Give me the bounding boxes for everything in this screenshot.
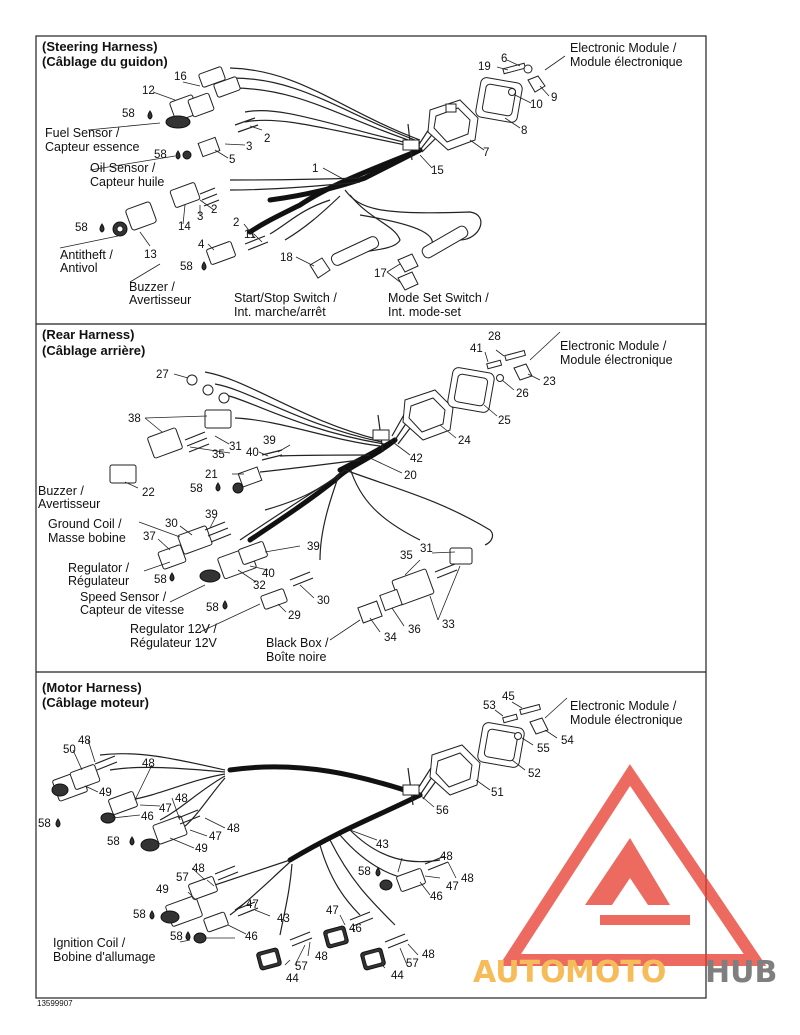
oil-sensor-label: Oil Sensor / — [90, 161, 156, 175]
masse-bobine-label: Masse bobine — [48, 531, 126, 545]
part-number-2: 2 — [233, 217, 240, 229]
part-number-42: 42 — [410, 453, 423, 465]
part-number-56: 56 — [436, 805, 449, 817]
part-number-54: 54 — [561, 735, 574, 747]
motor-title-en: (Motor Harness) — [42, 680, 142, 695]
part-number-40: 40 — [262, 568, 275, 580]
part-number-58: 58 — [154, 574, 167, 586]
part-number-58: 58 — [190, 483, 203, 495]
part-number-3: 3 — [197, 211, 204, 223]
module-electronique-label: Module électronique — [570, 55, 683, 69]
steering-title-fr: (Câblage du guidon) — [42, 54, 168, 69]
part-number-47: 47 — [446, 881, 459, 893]
part-number-14: 14 — [178, 221, 191, 233]
part-number-39: 39 — [205, 509, 218, 521]
part-number-49: 49 — [99, 787, 112, 799]
part-number-28: 28 — [488, 331, 501, 343]
buzzer-label: Buzzer / — [38, 484, 84, 498]
part-number-48: 48 — [175, 793, 188, 805]
rear-labels — [38, 339, 673, 664]
part-number-39: 39 — [307, 541, 320, 553]
part-number-30: 30 — [317, 595, 330, 607]
grease-drop-icon — [100, 224, 104, 232]
part-number-48: 48 — [440, 851, 453, 863]
part-number-20: 20 — [404, 470, 417, 482]
part-number-48: 48 — [192, 863, 205, 875]
rear-title-en: (Rear Harness) — [42, 327, 135, 342]
grease-drop-icon — [176, 151, 180, 159]
part-number-48: 48 — [422, 949, 435, 961]
part-number-9: 9 — [551, 92, 558, 104]
watermark-text-hub: HUB — [705, 955, 778, 990]
watermark-text-auto: AUTO — [473, 955, 566, 990]
part-number-58: 58 — [358, 866, 371, 878]
part-number-21: 21 — [205, 469, 218, 481]
part-number-46: 46 — [245, 931, 258, 943]
part-number-8: 8 — [521, 125, 528, 137]
part-number-57: 57 — [406, 958, 419, 970]
speed-sensor-label: Speed Sensor / — [80, 590, 167, 604]
module-electronique-label: Module électronique — [570, 713, 683, 727]
part-number-19: 19 — [478, 61, 491, 73]
part-number-43: 43 — [376, 839, 389, 851]
regulator-12v-label: Regulator 12V / — [130, 622, 217, 636]
electronic-module-label: Electronic Module / — [570, 699, 677, 713]
part-number-40: 40 — [246, 447, 259, 459]
regulator-label: Regulator / — [68, 561, 130, 575]
rear-title-fr: (Câblage arrière) — [42, 343, 146, 358]
regulateur-label: Régulateur — [68, 574, 130, 588]
part-number-47: 47 — [326, 905, 339, 917]
part-number-36: 36 — [408, 624, 421, 636]
grease-drop-icon — [56, 819, 60, 827]
part-number-5: 5 — [229, 154, 236, 166]
part-number-57: 57 — [295, 961, 308, 973]
part-number-46: 46 — [141, 811, 154, 823]
motor-title-fr: (Câblage moteur) — [42, 695, 149, 710]
part-number-10: 10 — [530, 99, 543, 111]
part-number-45: 45 — [502, 691, 515, 703]
ignition-coil-label: Ignition Coil / — [53, 936, 126, 950]
part-number-58: 58 — [206, 602, 219, 614]
bobine-allumage-label: Bobine d'allumage — [53, 950, 156, 964]
part-number-48: 48 — [142, 758, 155, 770]
grease-drop-icon — [148, 111, 152, 119]
part-number-58: 58 — [75, 222, 88, 234]
electronic-module-label: Electronic Module / — [560, 339, 667, 353]
part-number-13: 13 — [144, 249, 157, 261]
part-number-2: 2 — [211, 204, 218, 216]
part-number-1: 1 — [312, 163, 319, 175]
capteur-huile-label: Capteur huile — [90, 175, 165, 189]
grease-drop-icon — [202, 262, 206, 270]
part-number-15: 15 — [431, 165, 444, 177]
part-number-43: 43 — [277, 913, 290, 925]
part-number-47: 47 — [209, 831, 222, 843]
part-number-38: 38 — [128, 413, 141, 425]
part-number-24: 24 — [458, 435, 471, 447]
part-number-7: 7 — [483, 147, 490, 159]
part-number-41: 41 — [470, 343, 483, 355]
avertisseur-label: Avertisseur — [129, 293, 192, 307]
steering-title-en: (Steering Harness) — [42, 39, 158, 54]
boite-noire-label: Boîte noire — [266, 650, 327, 664]
part-number-32: 32 — [253, 580, 266, 592]
part-number-35: 35 — [400, 550, 413, 562]
part-number-31: 31 — [229, 441, 242, 453]
part-number-58: 58 — [107, 836, 120, 848]
part-number-4: 4 — [198, 239, 205, 251]
electronic-module-label: Electronic Module / — [570, 41, 677, 55]
part-number-6: 6 — [501, 53, 508, 65]
part-number-55: 55 — [537, 743, 550, 755]
grease-drop-icon — [216, 483, 220, 491]
ground-coil-label: Ground Coil / — [48, 517, 122, 531]
part-number-17: 17 — [374, 268, 387, 280]
grease-drop-icon — [130, 837, 134, 845]
part-number-48: 48 — [78, 735, 91, 747]
part-number-44: 44 — [286, 973, 299, 985]
grease-drop-icon — [150, 911, 154, 919]
part-number-30: 30 — [165, 518, 178, 530]
part-number-2: 2 — [264, 133, 271, 145]
part-number-37: 37 — [143, 531, 156, 543]
part-number-25: 25 — [498, 415, 511, 427]
motor-harness-drawing — [52, 704, 548, 970]
grease-drop-icon — [186, 932, 190, 940]
part-number-49: 49 — [195, 843, 208, 855]
grease-drop-icon — [170, 573, 174, 581]
part-number-34: 34 — [384, 632, 397, 644]
part-number-31: 31 — [420, 543, 433, 555]
part-number-47: 47 — [159, 803, 172, 815]
part-number-50: 50 — [63, 744, 76, 756]
capteur-vitesse-label: Capteur de vitesse — [80, 603, 185, 617]
antitheft-label: Antitheft / — [60, 248, 113, 262]
part-number-27: 27 — [156, 369, 169, 381]
mode-set-label: Mode Set Switch / — [388, 291, 489, 305]
part-number-39: 39 — [263, 435, 276, 447]
part-number-22: 22 — [142, 487, 155, 499]
part-number-58: 58 — [38, 818, 51, 830]
part-number-58: 58 — [170, 931, 183, 943]
part-number-48: 48 — [461, 873, 474, 885]
steering-harness-drawing — [113, 63, 545, 290]
part-number-51: 51 — [491, 787, 504, 799]
part-number-29: 29 — [288, 610, 301, 622]
part-number-58: 58 — [133, 909, 146, 921]
part-number-16: 16 — [174, 71, 187, 83]
int-marche-label: Int. marche/arrêt — [234, 305, 326, 319]
part-number-3: 3 — [246, 141, 253, 153]
start-stop-label: Start/Stop Switch / — [234, 291, 337, 305]
black-box-label: Black Box / — [266, 636, 329, 650]
avertisseur-label: Avertisseur — [38, 497, 101, 511]
part-number-49: 49 — [156, 884, 169, 896]
fuel-sensor-label: Fuel Sensor / — [45, 126, 120, 140]
part-number-58: 58 — [154, 149, 167, 161]
part-number-18: 18 — [280, 252, 293, 264]
part-number-48: 48 — [227, 823, 240, 835]
part-number-23: 23 — [543, 376, 556, 388]
part-number-57: 57 — [176, 872, 189, 884]
watermark-text-moto: MOTO — [565, 955, 667, 990]
watermark-inner-mark — [585, 838, 670, 905]
buzzer-label: Buzzer / — [129, 280, 175, 294]
grease-drop-icon — [376, 868, 380, 876]
grease-drop-icon — [223, 601, 227, 609]
rear-harness-drawing — [110, 350, 532, 622]
part-number-11: 11 — [244, 229, 256, 241]
antivol-label: Antivol — [60, 261, 98, 275]
part-number-48: 48 — [315, 951, 328, 963]
part-number-47: 47 — [246, 899, 259, 911]
part-number-58: 58 — [122, 108, 135, 120]
int-mode-label: Int. mode-set — [388, 305, 461, 319]
part-number-46: 46 — [430, 891, 443, 903]
watermark-logo — [473, 775, 777, 990]
part-number-52: 52 — [528, 768, 541, 780]
capteur-essence-label: Capteur essence — [45, 140, 140, 154]
part-number-58: 58 — [180, 261, 193, 273]
part-number-33: 33 — [442, 619, 455, 631]
module-electronique-label: Module électronique — [560, 353, 673, 367]
regulateur-12v-label: Régulateur 12V — [130, 636, 217, 650]
part-number-35: 35 — [212, 449, 225, 461]
part-number-12: 12 — [142, 85, 155, 97]
part-number-44: 44 — [391, 970, 404, 982]
part-number-26: 26 — [516, 388, 529, 400]
drawing-code: 13599907 — [37, 999, 73, 1008]
part-number-53: 53 — [483, 700, 496, 712]
part-number-46: 46 — [349, 923, 362, 935]
